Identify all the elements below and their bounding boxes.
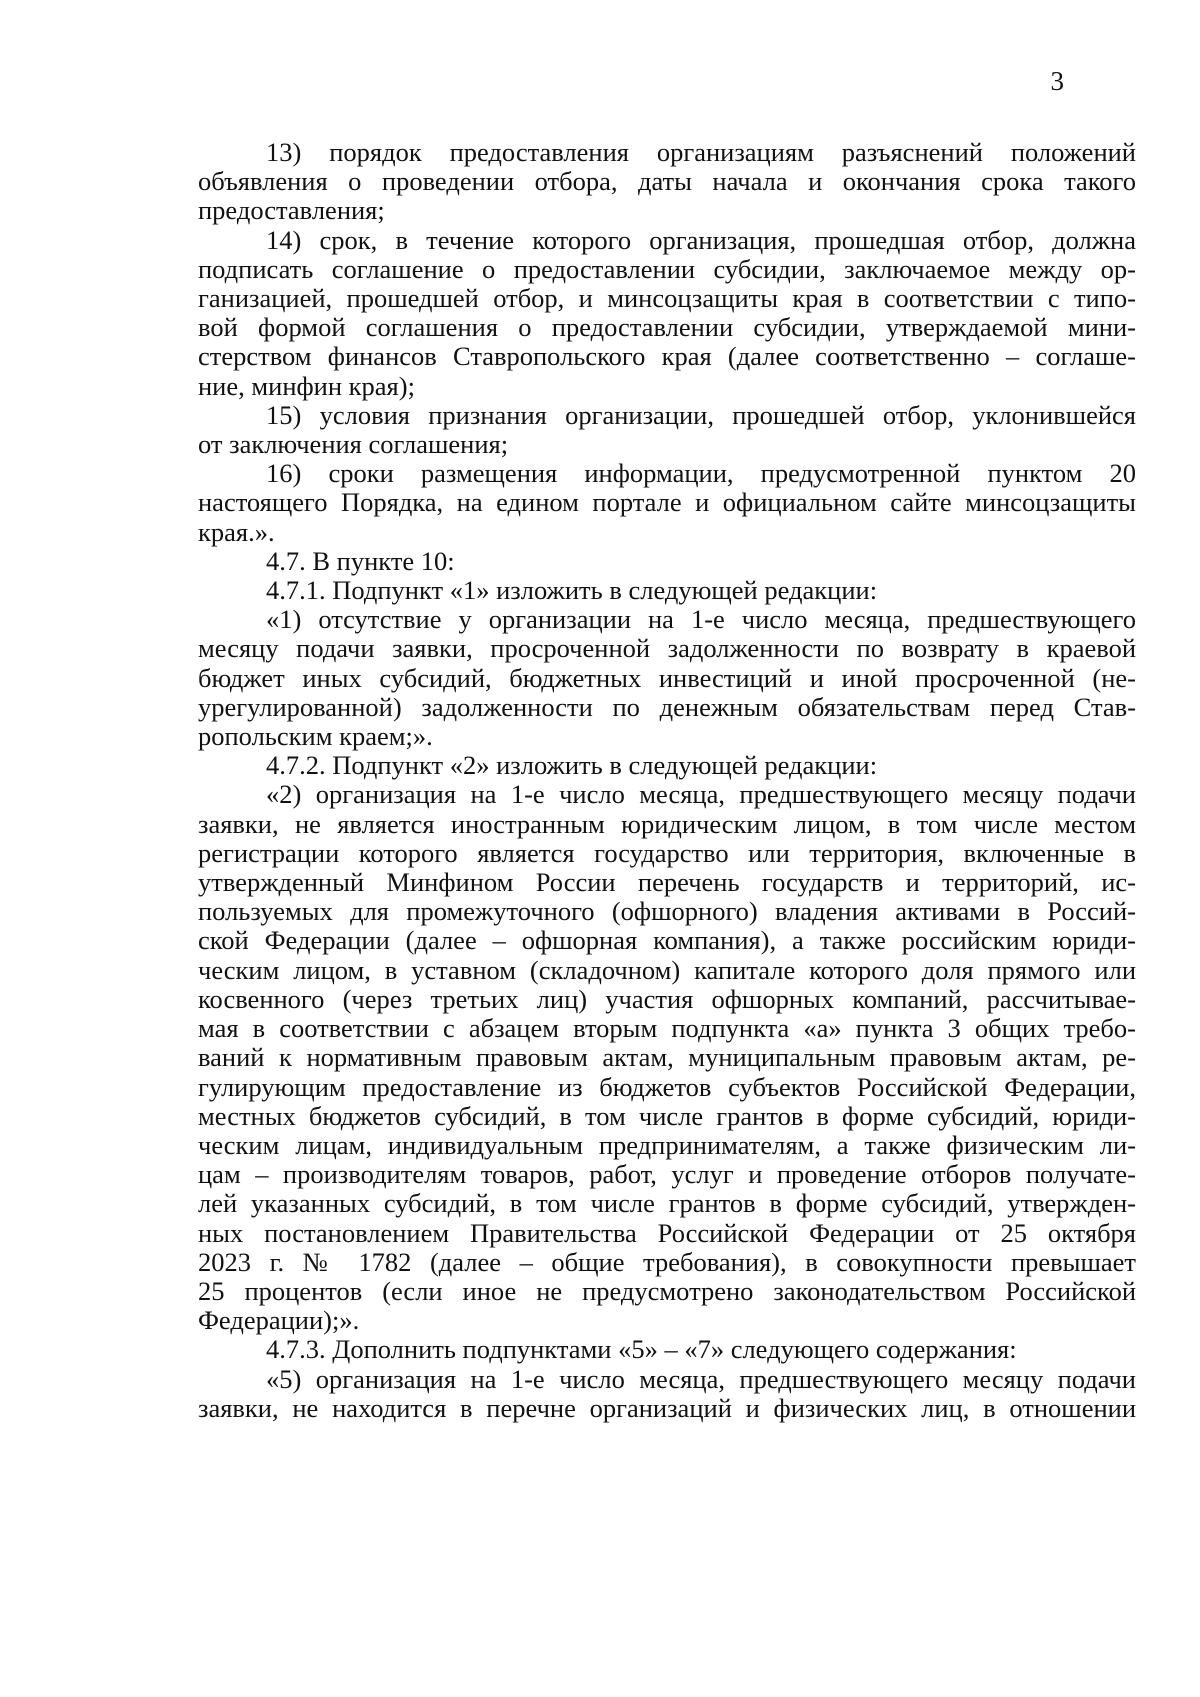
text-line: ческим лицам, индивидуальным предпринимателям, а также физическим ли- (198, 1129, 1136, 1160)
text-line: цам – производителям товаров, работ, услуг и проведение отборов получате- (198, 1159, 1136, 1190)
text-line: подписать соглашение о предоставлении субсидии, заключаемое между ор- (198, 253, 1136, 284)
text-line: Федерации);». (198, 1305, 360, 1336)
text-line: 13) порядок предоставления организациям разъяснений положений (266, 137, 1136, 167)
text-line: гулирующим предоставление из бюджетов субъектов Российской Федерации, (198, 1071, 1136, 1102)
text-line: мая в соответствии с абзацем вторым подпункта «а» пункта 3 общих требо- (198, 1013, 1136, 1044)
text-line: 4.7.3. Дополнить подпунктами «5» – «7» следующего содержания: (266, 1334, 1017, 1365)
text-line: заявки, не является иностранным юридическим лицом, в том числе местом (198, 808, 1136, 839)
text-line: утвержденный Минфином России перечень государств и территорий, ис- (198, 867, 1136, 898)
text-line: урегулированной) задолженности по денежным обязательствам перед Став- (198, 691, 1136, 722)
text-line: 4.7.2. Подпункт «2» изложить в следующей редакции: (266, 750, 878, 781)
text-line: ние, минфин края); (198, 370, 415, 401)
text-line: 2023 г. № 1782 (далее – общие требования), в совокупности превышает (198, 1246, 1136, 1277)
text-line: ропольским краем;». (198, 721, 433, 752)
text-line: стерством финансов Ставропольского края (далее соответственно – соглаше- (198, 341, 1136, 372)
text-line: ческим лицом, в уставном (складочном) капитале которого доля прямого или (198, 954, 1136, 985)
text-line: регистрации которого является государство или территория, включенные в (198, 837, 1136, 868)
text-line: предоставления; (198, 195, 385, 226)
text-line: «2) организация на 1-е число месяца, предшествующего месяцу подачи (266, 779, 1136, 810)
text-line: пользуемых для промежуточного (офшорного) владения активами в Россий- (198, 896, 1136, 927)
text-line: «1) отсутствие у организации на 1-е число месяца, предшествующего (266, 604, 1136, 635)
text-line: 4.7.1. Подпункт «1» изложить в следующей редакции: (266, 575, 878, 606)
text-line: ных постановлением Правительства Российской Федерации от 25 октября (198, 1217, 1136, 1248)
text-line: ваний к нормативным правовым актам, муниципальным правовым актам, ре- (198, 1042, 1136, 1073)
text-line: от заключения соглашения; (198, 429, 509, 460)
text-line: ганизацией, прошедшей отбор, и минсоцзащиты края в соответствии с типо- (198, 283, 1136, 314)
text-line: заявки, не находится в перечне организаций и физических лиц, в отношении (198, 1392, 1136, 1423)
text-line: настоящего Порядка, на едином портале и официальном сайте минсоцзащиты (198, 487, 1136, 518)
text-line: вой формой соглашения о предоставлении субсидии, утверждаемой мини- (198, 312, 1136, 343)
text-line: месяцу подачи заявки, просроченной задолженности по возврату в краевой (198, 633, 1136, 664)
text-line: «5) организация на 1-е число месяца, предшествующего месяцу подачи (266, 1363, 1136, 1394)
text-line: 14) срок, в течение которого организация, прошедшая отбор, должна (266, 224, 1136, 255)
page-number: 3 (1050, 66, 1064, 96)
text-line: ской Федерации (далее – офшорная компания), а также российским юриди- (198, 925, 1136, 956)
text-line: 25 процентов (если иное не предусмотрено законодательством Российской (198, 1275, 1136, 1306)
text-line: косвенного (через третьих лиц) участия офшорных компаний, рассчитывае- (198, 983, 1136, 1014)
text-line: лей указанных субсидий, в том числе грантов в форме субсидий, утвержден- (198, 1188, 1136, 1219)
text-line: местных бюджетов субсидий, в том числе грантов в форме субсидий, юриди- (198, 1100, 1136, 1131)
text-line: бюджет иных субсидий, бюджетных инвестиций и иной просроченной (не- (198, 662, 1136, 693)
text-line: 4.7. В пункте 10: (266, 545, 455, 576)
text-line: 16) сроки размещения информации, предусмотренной пунктом 20 (266, 458, 1136, 489)
text-line: края.». (198, 516, 275, 547)
text-line: 15) условия признания организации, прошедшей отбор, уклонившейся (266, 399, 1136, 430)
text-line: объявления о проведении отбора, даты начала и окончания срока такого (198, 166, 1136, 197)
document-body (198, 138, 1136, 1423)
